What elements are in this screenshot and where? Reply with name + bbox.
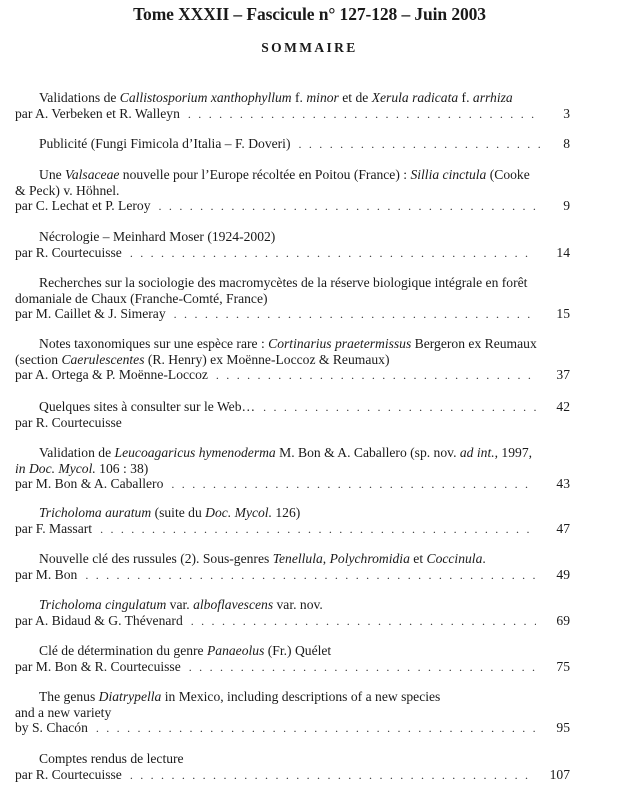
entry-title: Quelques sites à consulter sur le Web…: [39, 399, 256, 414]
leader-dots: [130, 246, 536, 261]
title-text: var.: [166, 597, 194, 612]
title-text: domaniale de Chaux (Franche-Comté, France): [15, 290, 268, 306]
entry-title-line: [15, 183, 119, 198]
entry-author-line: [15, 767, 542, 783]
title-text: & Peck) v. Höhnel.: [15, 182, 120, 198]
title-text: (Fr.) Quélet: [264, 643, 332, 658]
leader-dots: [299, 137, 541, 152]
taxon-name: Tricholoma cingulatum: [39, 597, 167, 612]
title-text: f.: [291, 90, 307, 105]
page-number: 37: [556, 367, 570, 382]
page-number: 9: [563, 198, 570, 213]
title-text: Une: [39, 167, 66, 182]
title-text: et de: [338, 90, 372, 105]
page-number: 42: [556, 399, 570, 414]
entry-author: par A. Ortega & P. Moënne-Loccoz: [15, 367, 208, 382]
entry-author-line: [15, 521, 542, 537]
title-text: Notes taxonomiques sur une espèce rare :: [39, 336, 269, 351]
page-number: 8: [563, 136, 570, 151]
entry-title-line: [39, 336, 537, 351]
entry-title-line: [39, 505, 300, 520]
entry-title: Publicité (Fungi Fimicola d’Italia – F. Doveri): [39, 136, 291, 151]
entry-author: par A. Bidaud & G. Thévenard: [15, 613, 183, 628]
entry-author-line: [15, 367, 542, 383]
entry-author: par M. Bon & R. Courtecuisse: [15, 659, 181, 674]
taxon-name: Sillia cinctula: [410, 167, 487, 182]
title-text: M. Bon & A. Caballero (sp. nov.: [275, 445, 460, 460]
taxon-name: ad int.: [459, 445, 495, 460]
taxon-name: Valsaceae: [65, 167, 120, 182]
title-text: nouvelle pour l’Europe récoltée en Poitou (France) :: [119, 167, 411, 182]
title-text: , 1997,: [494, 445, 533, 460]
issue-header: Tome XXXII – Fascicule n° 127-128 – Juin 2003: [133, 4, 486, 24]
title-text: 126): [271, 505, 301, 520]
entry-title-line: [39, 399, 546, 415]
page-number: 75: [556, 659, 570, 674]
entry-author-line: [15, 659, 542, 675]
title-text: f.: [458, 90, 473, 105]
leader-dots: [216, 368, 536, 383]
entry-title-line: [39, 445, 532, 460]
title-text: .: [482, 551, 486, 566]
entry-author-line: [15, 106, 542, 122]
entry-title-line: [39, 90, 513, 105]
entry-author: by S. Chacón: [15, 720, 88, 735]
entry-title-line: [39, 751, 184, 766]
entry-title-line: [39, 229, 275, 244]
entry-title-line: [39, 689, 440, 704]
entry-title-line: [39, 643, 331, 658]
entry-author: par F. Massart: [15, 521, 93, 536]
title-text: Bergeron ex Reumaux: [411, 336, 537, 351]
page-number: 3: [563, 106, 570, 121]
entry-title-line: [15, 291, 268, 306]
leader-dots: [174, 307, 536, 322]
page-number: 15: [556, 306, 570, 321]
leader-dots: [100, 522, 536, 537]
page-number: 43: [556, 476, 570, 491]
leader-dots: [263, 400, 540, 415]
title-text: and a new variety: [15, 704, 112, 720]
entry-author: par C. Lechat et P. Leroy: [15, 198, 151, 213]
page-number: 107: [549, 767, 570, 782]
title-text: Nouvelle clé des russules (2). Sous-genres: [39, 551, 273, 566]
sommaire-heading: SOMMAIRE: [261, 40, 358, 55]
taxon-name: Panaeolus: [206, 643, 265, 658]
entry-author: par M. Bon: [15, 567, 78, 582]
entry-author: par M. Caillet & J. Simeray: [15, 306, 166, 321]
leader-dots: [96, 721, 536, 736]
taxon-name: Callistosporium xanthophyllum: [119, 90, 292, 105]
entry-author-line: [15, 476, 542, 492]
entry-title-line: [39, 551, 486, 566]
taxon-name: arrhiza: [472, 90, 513, 105]
title-text: The genus: [39, 689, 99, 704]
taxon-name: Diatrypella: [98, 689, 162, 704]
taxon-name: minor: [306, 90, 339, 105]
leader-dots: [159, 199, 536, 214]
leader-dots: [130, 768, 536, 783]
leader-dots: [188, 107, 536, 122]
entry-title-line: [39, 167, 530, 182]
taxon-name: Tricholoma auratum: [39, 505, 152, 520]
entry-author: par R. Courtecuisse: [15, 415, 122, 430]
entry-title-line: [39, 597, 323, 612]
entry-title-line: [15, 705, 111, 720]
entry-author-line: [15, 198, 542, 214]
title-text: (section: [15, 351, 62, 367]
entry-author-line: [15, 245, 542, 261]
page-number: 69: [556, 613, 570, 628]
taxon-name: Doc. Mycol.: [205, 505, 272, 520]
entry-author-line: [15, 567, 542, 583]
entry-author: par M. Bon & A. Caballero: [15, 476, 164, 491]
taxon-name: alboflavescens: [193, 597, 274, 612]
taxon-name: Leucoagaricus hymenoderma: [114, 445, 276, 460]
entry-author: par A. Verbeken et R. Walleyn: [15, 106, 180, 121]
entry-author-line: [15, 613, 542, 629]
entry-title-line: [39, 275, 527, 290]
entry-author: par R. Courtecuisse: [15, 245, 122, 260]
taxon-name: Caerulescentes: [61, 351, 145, 367]
page-number: 14: [556, 245, 570, 260]
taxon-name: Coccinula: [426, 551, 483, 566]
taxon-name: Xerula radicata: [371, 90, 459, 105]
entry-author-line: [15, 720, 542, 736]
taxon-name: in Doc. Mycol.: [15, 460, 96, 476]
title-text: 106 : 38): [95, 460, 149, 476]
title-text: et: [409, 551, 427, 566]
page-number: 95: [556, 720, 570, 735]
taxon-name: Polychromidia: [329, 551, 410, 566]
entry-author: par R. Courtecuisse: [15, 767, 122, 782]
title-text: var. nov.: [273, 597, 323, 612]
leader-dots: [171, 477, 536, 492]
title-text: (R. Henry) ex Moënne-Loccoz & Reumaux): [144, 351, 390, 367]
title-text: Validation de: [39, 445, 115, 460]
leader-dots: [85, 568, 536, 583]
title-text: Clé de détermination du genre: [39, 643, 207, 658]
title-text: in Mexico, including descriptions of a new species: [161, 689, 441, 704]
page-number: 49: [556, 567, 570, 582]
title-text: Comptes rendus de lecture: [39, 751, 184, 766]
entry-title-line: [15, 352, 389, 367]
title-text: (Cooke: [486, 167, 530, 182]
title-text: Recherches sur la sociologie des macromycètes de la réserve biologique intégrale en forêt: [39, 275, 528, 290]
taxon-name: Cortinarius praetermissus: [268, 336, 412, 351]
title-text: (suite du: [151, 505, 206, 520]
entry-author-line: [15, 306, 542, 322]
page-number: 47: [556, 521, 570, 536]
taxon-name: Tenellula: [272, 551, 323, 566]
title-text: Nécrologie – Meinhard Moser (1924-2002): [39, 229, 276, 244]
leader-dots: [191, 614, 536, 629]
leader-dots: [189, 660, 536, 675]
entry-title-line: [39, 136, 546, 152]
title-text: Validations de: [39, 90, 120, 105]
title-text: ,: [322, 551, 330, 566]
entry-title-line: [15, 461, 148, 476]
